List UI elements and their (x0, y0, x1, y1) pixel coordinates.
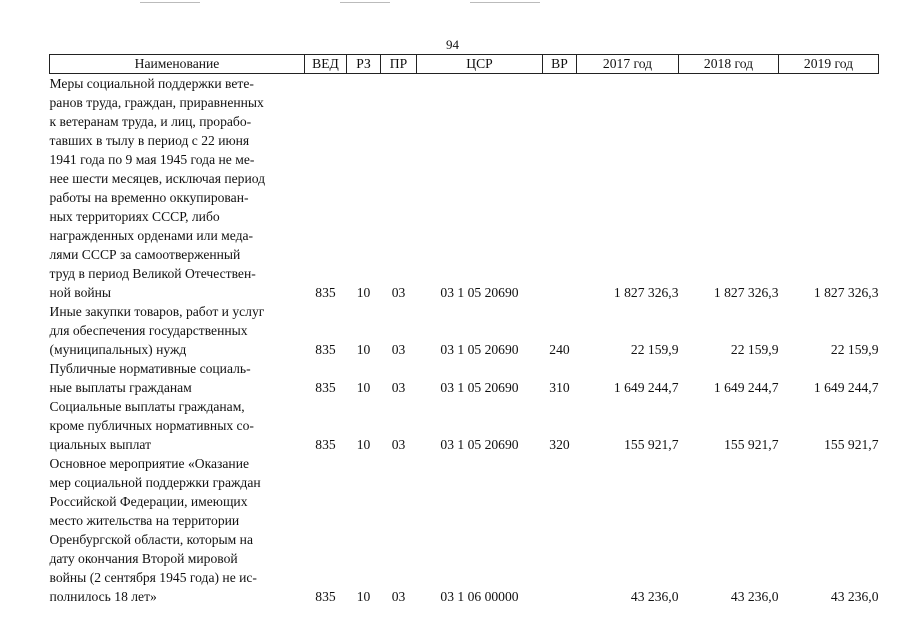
table-row (50, 397, 879, 454)
row-csr: 03 1 06 00000 (440, 589, 519, 604)
row-csr: 03 1 05 20690 (440, 437, 519, 452)
row-vr (543, 454, 577, 606)
row-rz: 10 (356, 342, 371, 357)
row-rz: 10 (356, 285, 371, 300)
row-2019: 1 649 244,7 (813, 380, 879, 395)
row-name: Меры социальной поддержки вете- ранов труда, граждан, приравненных к ветеранам труда, и лиц, прорабо- тавших в тылу в период с 22 июня 1941 года по 9 мая 1945 года не ме- нее шести месяцев, исключая период работы на временно оккупирован- ных территориях СССР, либо награжденных орденами или меда- лями СССР за самоотверженный труд в период Великой Отечествен- ной войны (49, 76, 266, 300)
row-pr: 03 (391, 437, 406, 452)
row-vr: 240 (549, 342, 570, 357)
column-header-csr: ЦСР (417, 55, 543, 74)
row-vr: 310 (549, 380, 570, 395)
column-header-2017: 2017 год (577, 55, 679, 74)
row-pr: 03 (391, 380, 406, 395)
scan-edge-mark (340, 2, 390, 3)
row-2017: 155 921,7 (624, 437, 679, 452)
row-csr: 03 1 05 20690 (440, 380, 519, 395)
column-header-rz: РЗ (347, 55, 381, 74)
row-pr: 03 (391, 285, 406, 300)
row-2017: 1 649 244,7 (613, 380, 679, 395)
row-name-cell (50, 302, 305, 359)
column-header-2018: 2018 год (679, 55, 779, 74)
table-row (50, 74, 879, 303)
row-2017: 22 159,9 (630, 342, 679, 357)
table-header-row (50, 55, 879, 74)
row-csr: 03 1 05 20690 (440, 342, 519, 357)
column-header-ved: ВЕД (305, 55, 347, 74)
row-2019: 1 827 326,3 (813, 285, 879, 300)
row-2018: 43 236,0 (730, 589, 779, 604)
row-vr: 320 (549, 437, 570, 452)
row-name-cell (50, 454, 305, 606)
page-number: 94 (446, 37, 459, 52)
row-ved: 835 (315, 437, 336, 452)
row-ved: 835 (315, 285, 336, 300)
row-name: Социальные выплаты гражданам, кроме публичных нормативных со- циальных выплат (49, 399, 254, 452)
row-2019: 155 921,7 (824, 437, 879, 452)
scan-edge-mark (470, 2, 540, 3)
row-2018: 1 649 244,7 (713, 380, 779, 395)
row-2019: 22 159,9 (830, 342, 879, 357)
row-ved: 835 (315, 589, 336, 604)
row-pr: 03 (391, 342, 406, 357)
row-2019: 43 236,0 (830, 589, 879, 604)
budget-table (49, 54, 879, 606)
column-header-vr: ВР (543, 55, 577, 74)
row-2018: 155 921,7 (724, 437, 779, 452)
row-2018: 22 159,9 (730, 342, 779, 357)
row-pr: 03 (391, 589, 406, 604)
row-ved: 835 (315, 380, 336, 395)
table-row (50, 359, 879, 397)
row-name: Иные закупки товаров, работ и услуг для обеспечения государственных (муниципальных) нужд (49, 304, 265, 357)
row-csr: 03 1 05 20690 (440, 285, 519, 300)
row-name: Основное мероприятие «Оказание мер социальной поддержки граждан Российской Федерации, имеющих место жительства на территории Оренбургской области, которым на дату окончания Второй мировой войны (2 сентября 1945 года) не ис- полнилось 18 лет» (49, 456, 261, 604)
row-2018: 1 827 326,3 (713, 285, 779, 300)
row-rz: 10 (356, 437, 371, 452)
row-name-cell (50, 359, 305, 397)
row-name-cell (50, 74, 305, 303)
row-2017: 43 236,0 (630, 589, 679, 604)
column-header-pr: ПР (381, 55, 417, 74)
table-row (50, 454, 879, 606)
row-rz: 10 (356, 380, 371, 395)
column-header-name: Наименование (50, 55, 305, 74)
row-ved: 835 (315, 342, 336, 357)
table-row (50, 302, 879, 359)
row-vr (543, 74, 577, 303)
row-rz: 10 (356, 589, 371, 604)
column-header-2019: 2019 год (779, 55, 879, 74)
row-name: Публичные нормативные социаль- ные выплаты гражданам (49, 361, 251, 395)
scan-edge-mark (140, 2, 200, 3)
row-name-cell (50, 397, 305, 454)
row-2017: 1 827 326,3 (613, 285, 679, 300)
